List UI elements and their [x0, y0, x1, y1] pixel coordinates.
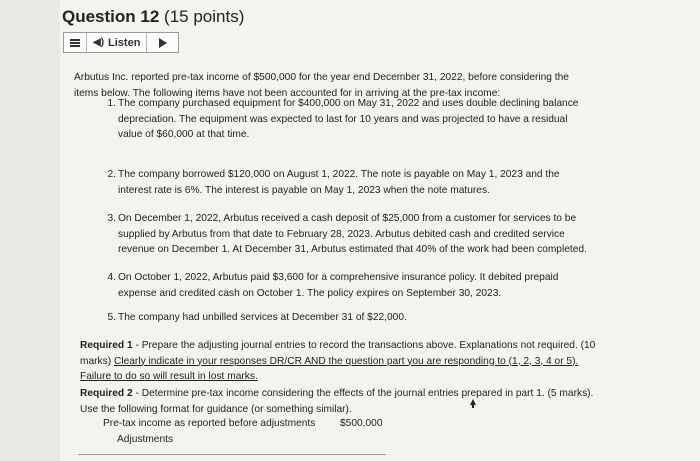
question-number: Question 12: [62, 7, 160, 26]
question-title: [62, 7, 244, 27]
menu-button[interactable]: [64, 33, 87, 52]
item-number: 4.: [107, 272, 116, 283]
required-1-text: - Prepare the adjusting journal entries to record the transactions above. Explanations not required. (10 marks): [80, 340, 596, 367]
divider: [78, 454, 386, 455]
question-points: (15 points): [164, 7, 245, 26]
item-text: On December 1, 2022, Arbutus received a cash deposit of $25,000 from a customer for services to be supplied by Arbutus from that date to February 28, 2023. Arbutus debited cash and credited service revenue on December 1. At December 31, Arbutus estimated that 40% of the work had been completed.: [118, 213, 587, 255]
mouse-cursor-icon: [470, 399, 476, 405]
format-row-value: $500,000: [340, 418, 383, 429]
listen-label: Listen: [108, 36, 141, 49]
item-number: 5.: [107, 312, 116, 323]
item-number: 2.: [107, 169, 116, 180]
play-button[interactable]: [147, 33, 178, 52]
question-intro: Arbutus Inc. reported pre-tax income of $500,000 for the year end December 31, 2022, before considering the items below. The following items have not been accounted for in arriving at the pre-tax income:: [74, 72, 569, 99]
required-1-label: Required 1: [80, 340, 133, 351]
speaker-icon: ◀): [93, 37, 105, 48]
listen-toolbar: [63, 32, 179, 53]
required-2-label: Required 2: [80, 388, 133, 399]
item-text: The company borrowed $120,000 on August 1, 2022. The note is payable on May 1, 2023 and the interest rate is 6%. The interest is payable on May 1, 2023 when the note matures.: [118, 169, 560, 196]
format-row-label: Pre-tax income as reported before adjustments: [103, 418, 316, 429]
listen-button[interactable]: [87, 33, 147, 52]
item-number: 3.: [107, 213, 116, 224]
required-2: [80, 386, 600, 417]
play-icon: [159, 38, 167, 48]
required-1: [80, 338, 600, 385]
required-2-text: - Determine pre-tax income considering the effects of the journal entries prepared in part 1. (5 marks). Use the following format for guidance (or something similar).: [80, 388, 594, 415]
item-number: 1.: [107, 98, 116, 109]
item-text: The company purchased equipment for $400,000 on May 31, 2022 and uses double declining balance depreciation. The equipment was expected to last for 10 years and was projected to have a residual value of $60,000 at that time.: [118, 98, 579, 140]
hamburger-menu-icon: [70, 39, 80, 47]
format-adjustments-label: Adjustments: [117, 434, 174, 445]
required-1-instructions: Clearly indicate in your responses DR/CR AND the question part you are responding to (1, 2, 3, 4 or 5). Failure to do so will result in lost marks.: [80, 355, 579, 382]
item-text: On October 1, 2022, Arbutus paid $3,600 for a comprehensive insurance policy. It debited prepaid expense and credited cash on October 1. The policy expires on September 30, 2023.: [118, 272, 559, 299]
item-text: The company had unbilled services at December 31 of $22,000.: [118, 312, 407, 323]
